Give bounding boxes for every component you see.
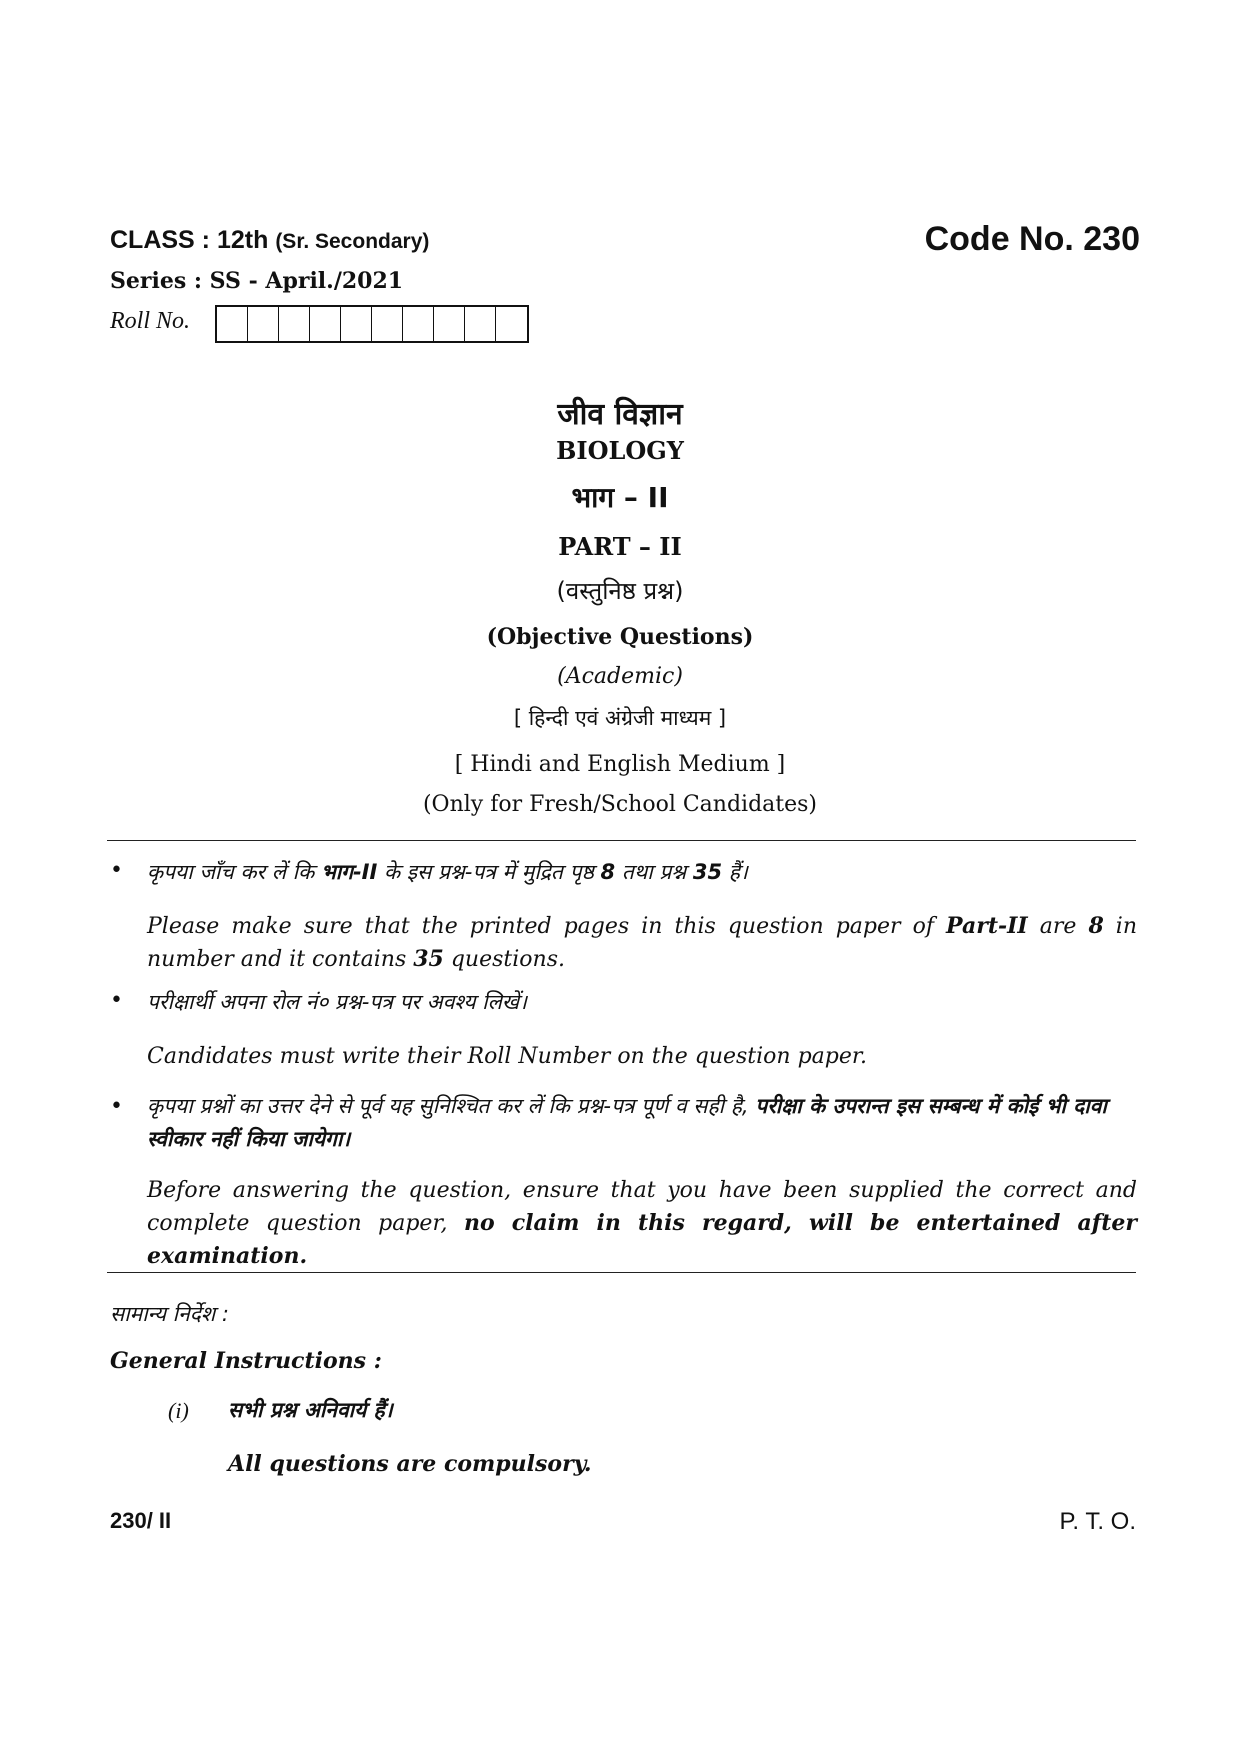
series-label: Series : SS - April./2021 [110, 268, 404, 294]
roll-number-label: Roll No. [110, 308, 191, 334]
candidates-label: (Only for Fresh/School Candidates) [422, 792, 818, 817]
bullet-icon: • [110, 988, 123, 1013]
note-2-english: Candidates must write their Roll Number on the question paper. [147, 1044, 867, 1069]
instruction-hindi: सभी प्रश्न अनिवार्य हैं। [228, 1398, 393, 1422]
stream-label: (Academic) [557, 664, 683, 689]
roll-box[interactable] [372, 307, 403, 341]
divider-bottom [107, 1272, 1136, 1273]
roll-box[interactable] [434, 307, 465, 341]
instruction-english: All questions are compulsory. [228, 1451, 592, 1477]
note-2-hindi: परीक्षार्थी अपना रोल नं० प्रश्न-पत्र पर अवश्य लिखें। [147, 990, 527, 1014]
pto-label: P. T. O. [1059, 1508, 1136, 1535]
medium-label: [ Hindi and English Medium ] [454, 752, 786, 777]
roll-number-boxes[interactable] [215, 305, 529, 343]
note-1-hindi: कृपया जाँच कर लें कि भाग-II के इस प्रश्न-पत्र में मुद्रित पृष्ठ 8 तथा प्रश्न 35 हैं। [147, 860, 748, 884]
roll-box[interactable] [465, 307, 496, 341]
class-label [110, 226, 429, 255]
note-3-english: Before answering the question, ensure that you have been supplied the correct and complete question paper, no claim in this regard, will be entertained after examination. [147, 1178, 1138, 1269]
roll-box[interactable] [217, 307, 248, 341]
bullet-icon: • [110, 1094, 123, 1119]
part-title-hindi: भाग – II [571, 481, 669, 514]
paper-code-footer: 230/ II [110, 1508, 172, 1533]
subject-title-hindi: जीव विज्ञान [557, 397, 683, 432]
roll-box[interactable] [496, 307, 527, 341]
roll-box[interactable] [310, 307, 341, 341]
general-instructions-heading-hindi: सामान्य निर्देश : [110, 1302, 229, 1326]
divider-top [107, 840, 1136, 841]
roll-box[interactable] [279, 307, 310, 341]
question-type-hindi: (वस्तुनिष्ठ प्रश्न) [556, 577, 684, 605]
bullet-icon: • [110, 858, 123, 883]
question-type: (Objective Questions) [486, 624, 754, 650]
general-instructions-heading: General Instructions : [110, 1348, 382, 1374]
note-1-english: Please make sure that the printed pages in this question paper of Part-II are 8 in number and it contains 35 questions. [147, 913, 1137, 972]
class-main: CLASS : 12th [110, 226, 269, 254]
note-3-hindi: कृपया प्रश्नों का उत्तर देने से पूर्व यह सुनिश्चित कर लें कि प्रश्न-पत्र पूर्ण व सही है, परीक्षा के उपरान्त इस सम्बन्ध में कोई भी दावा स्वीकार नहीं किया जायेगा। [147, 1094, 1107, 1151]
part-title: PART – II [558, 532, 682, 561]
medium-hindi: [ हिन्दी एवं अंग्रेजी माध्यम ] [513, 706, 727, 730]
class-sub: (Sr. Secondary) [275, 230, 430, 253]
subject-title: BIOLOGY [556, 436, 684, 465]
instruction-number: (i) [168, 1398, 189, 1423]
code-number: Code No. 230 [924, 220, 1140, 258]
roll-box[interactable] [341, 307, 372, 341]
roll-box[interactable] [403, 307, 434, 341]
roll-box[interactable] [248, 307, 279, 341]
